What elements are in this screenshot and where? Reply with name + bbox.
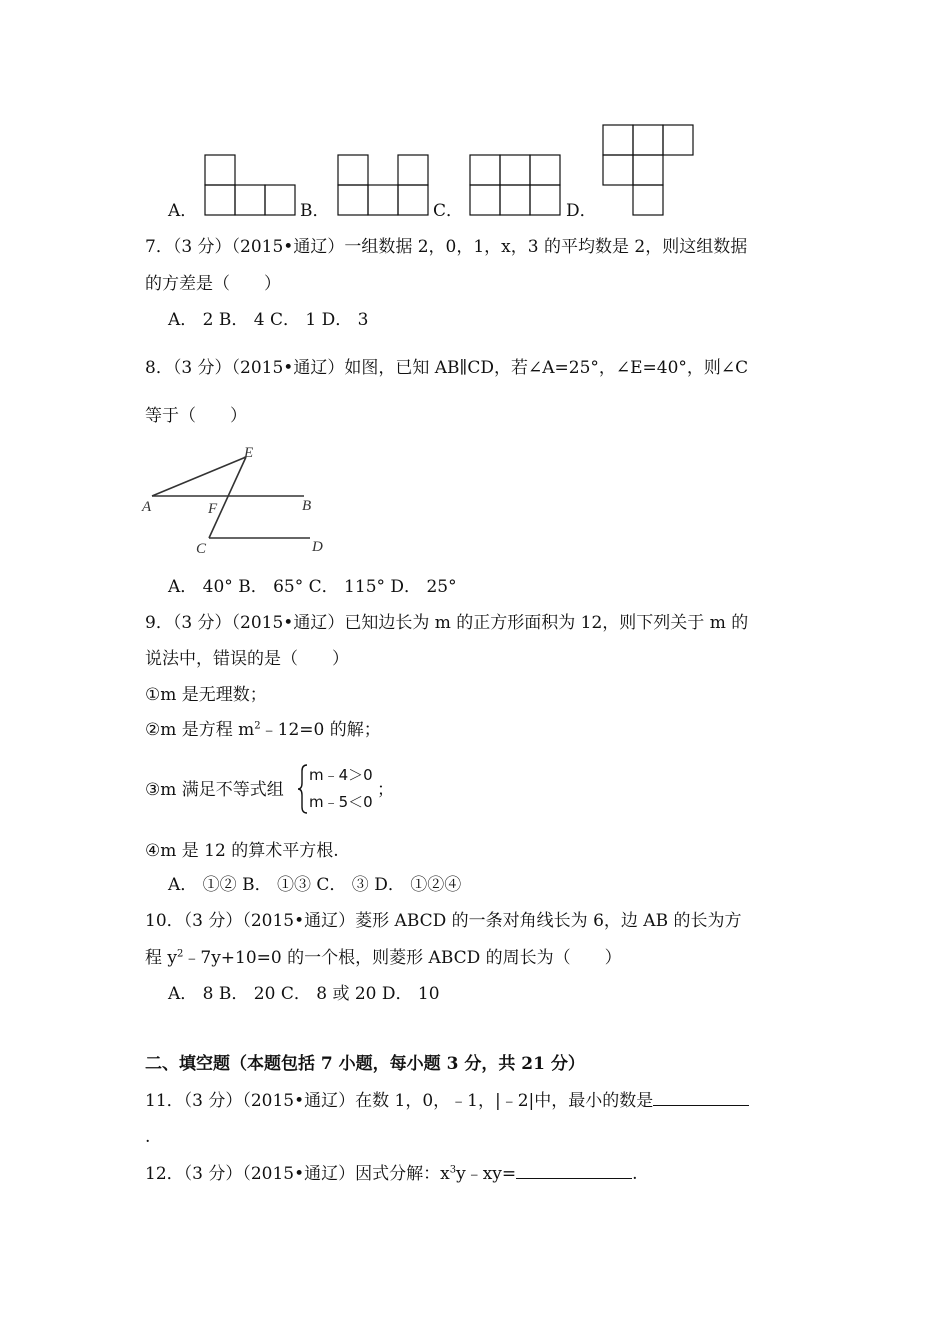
section-2-heading: 二、填空题（本题包括 7 小题，每小题 3 分，共 21 分） — [145, 1054, 585, 1074]
q9-statement-4: ④m 是 12 的算术平方根. — [145, 841, 339, 861]
q10-options: A． 8 B． 20 C． 8 或 20 D． 10 — [168, 984, 440, 1004]
q8-stem-line2: 等于（ ） — [145, 406, 247, 426]
q8-parallel-lines-figure — [138, 440, 338, 560]
q9-stem-line2: 说法中，错误的是（ ） — [145, 649, 349, 669]
q9-stem-line1: 9．（3 分）（2015•通辽）已知边长为 m 的正方形面积为 12，则下列关于 m 的 — [145, 613, 749, 633]
q7-stem-line2: 的方差是（ ） — [145, 274, 281, 294]
q6-option-d-label: D． — [566, 201, 597, 221]
q6-figure-a — [204, 154, 298, 216]
q11-answer-blank[interactable] — [653, 1089, 749, 1106]
q7-stem-line1: 7．（3 分）（2015•通辽）一组数据 2，0，1，x，3 的平均数是 2，则这组数据 — [145, 237, 748, 257]
q9-inequality-brace — [297, 763, 309, 815]
q9-inequality-1: m﹣4＞0 — [309, 766, 373, 784]
q9-statement-2: ②m 是方程 $m^2﹣12=0$ 的解； — [145, 720, 381, 740]
q6-option-c-label: C． — [433, 201, 464, 221]
q6-figure-d — [602, 124, 696, 216]
q8-stem-line1: 8．（3 分）（2015•通辽）如图，已知 AB∥CD，若∠A=25°，∠E=40°，则∠C — [145, 358, 749, 378]
q8-label-e: E — [244, 445, 254, 461]
q8-options: A． 40° B． 65° C． 115° D． 25° — [168, 577, 457, 597]
q10-stem-line2: 程 $y^2﹣7y+10=0$ 的一个根，则菱形 ABCD 的周长为（ ） — [145, 948, 622, 968]
q10-stem-line1: 10．（3 分）（2015•通辽）菱形 ABCD 的一条对角线长为 6，边 AB 的长为方 — [145, 911, 742, 931]
q8-label-f: F — [208, 501, 218, 517]
q9-options: A． ①② B． ①③ C． ③ D． ①②④ — [168, 875, 462, 895]
q9-statement-3-prefix: ③m 满足不等式组 — [145, 780, 284, 800]
q9-inequality-2: m﹣5＜0 — [309, 793, 373, 811]
q8-label-c: C — [196, 541, 207, 557]
q6-option-a-label: A． — [168, 201, 198, 221]
q12-answer-blank[interactable] — [516, 1162, 632, 1179]
q8-label-a: A — [142, 499, 152, 515]
q8-label-d: D — [312, 539, 323, 555]
q6-figure-b — [337, 154, 431, 216]
q6-figure-c — [469, 154, 563, 216]
q6-option-b-label: B． — [300, 201, 330, 221]
q7-options: A． 2 B． 4 C． 1 D． 3 — [168, 310, 369, 330]
q11-stem-line1: 11．（3 分）（2015•通辽）在数 1，0，﹣1，|﹣2|中，最小的数是 — [145, 1089, 749, 1112]
q9-statement-3-suffix: ； — [377, 780, 394, 800]
q11-stem-line2: . — [145, 1127, 151, 1147]
q9-statement-1: ①m 是无理数； — [145, 685, 267, 705]
q12-stem: 12．（3 分）（2015•通辽）因式分解：$x^3y﹣xy=$ . — [145, 1164, 638, 1184]
q8-label-b: B — [302, 498, 312, 514]
